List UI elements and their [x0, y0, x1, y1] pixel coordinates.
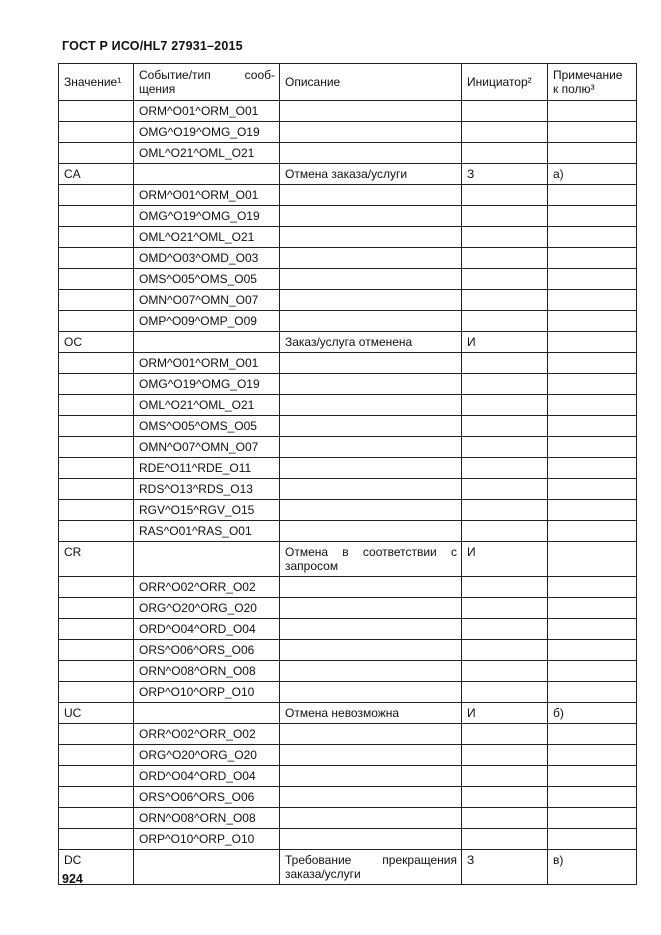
table-row	[59, 850, 637, 885]
cell-event	[134, 164, 280, 185]
cell-initiator	[462, 619, 548, 640]
cell-event: RDS^O13^RDS_O13	[134, 479, 280, 500]
cell-event	[134, 332, 280, 353]
table-row	[59, 500, 637, 521]
cell-note	[548, 661, 637, 682]
cell-value	[59, 353, 134, 374]
cell-event: OMG^O19^OMG_O19	[134, 122, 280, 143]
cell-event: ORG^O20^ORG_O20	[134, 598, 280, 619]
cell-note	[548, 248, 637, 269]
cell-note: в)	[548, 850, 637, 885]
cell-initiator	[462, 122, 548, 143]
cell-value	[59, 311, 134, 332]
table-row	[59, 437, 637, 458]
cell-note	[548, 766, 637, 787]
cell-event: ORG^O20^ORG_O20	[134, 745, 280, 766]
cell-initiator	[462, 598, 548, 619]
table-row	[59, 829, 637, 850]
table-row	[59, 374, 637, 395]
cell-value	[59, 290, 134, 311]
cell-description	[280, 437, 462, 458]
cell-initiator	[462, 290, 548, 311]
cell-initiator	[462, 577, 548, 598]
cell-initiator	[462, 500, 548, 521]
cell-description	[280, 521, 462, 542]
cell-note	[548, 479, 637, 500]
table-row	[59, 248, 637, 269]
table-row	[59, 542, 637, 577]
cell-value	[59, 808, 134, 829]
col-header-note: Примечание к полю³	[548, 64, 637, 101]
col-header-initiator: Инициатор²	[462, 64, 548, 101]
page-number: 924	[62, 872, 83, 886]
cell-description	[280, 724, 462, 745]
cell-event: ORR^O02^ORR_O02	[134, 724, 280, 745]
cell-value	[59, 829, 134, 850]
table-row	[59, 682, 637, 703]
cell-description	[280, 269, 462, 290]
table-row	[59, 143, 637, 164]
cell-note	[548, 577, 637, 598]
cell-event: ORN^O08^ORN_O08	[134, 808, 280, 829]
cell-initiator	[462, 458, 548, 479]
cell-initiator	[462, 745, 548, 766]
cell-description	[280, 682, 462, 703]
table-row	[59, 311, 637, 332]
cell-note	[548, 290, 637, 311]
cell-value	[59, 619, 134, 640]
cell-value	[59, 122, 134, 143]
cell-initiator	[462, 766, 548, 787]
cell-event: OMP^O09^OMP_O09	[134, 311, 280, 332]
cell-event: RDE^O11^RDE_O11	[134, 458, 280, 479]
cell-note	[548, 598, 637, 619]
cell-note	[548, 724, 637, 745]
cell-description: Заказ/услуга отменена	[280, 332, 462, 353]
cell-value	[59, 724, 134, 745]
col-header-description: Описание	[280, 64, 462, 101]
cell-description	[280, 290, 462, 311]
table-row	[59, 227, 637, 248]
cell-note	[548, 206, 637, 227]
cell-event: ORD^O04^ORD_O04	[134, 619, 280, 640]
cell-initiator: И	[462, 703, 548, 724]
cell-note	[548, 227, 637, 248]
table-row	[59, 787, 637, 808]
cell-initiator	[462, 101, 548, 122]
table-row	[59, 479, 637, 500]
cell-note	[548, 185, 637, 206]
table-row	[59, 661, 637, 682]
cell-initiator: З	[462, 164, 548, 185]
cell-value	[59, 500, 134, 521]
cell-note	[548, 353, 637, 374]
cell-value: DC	[59, 850, 134, 885]
table-row	[59, 703, 637, 724]
cell-description	[280, 745, 462, 766]
cell-note	[548, 269, 637, 290]
table-row	[59, 332, 637, 353]
cell-value	[59, 101, 134, 122]
cell-value	[59, 598, 134, 619]
cell-event: RGV^O15^RGV_O15	[134, 500, 280, 521]
cell-value	[59, 766, 134, 787]
table-row	[59, 724, 637, 745]
cell-initiator	[462, 143, 548, 164]
cell-note	[548, 682, 637, 703]
cell-description	[280, 395, 462, 416]
table-row	[59, 766, 637, 787]
cell-note	[548, 745, 637, 766]
cell-description	[280, 143, 462, 164]
col-header-value: Значение¹	[59, 64, 134, 101]
cell-description	[280, 829, 462, 850]
cell-initiator: З	[462, 850, 548, 885]
cell-event: ORM^O01^ORM_O01	[134, 185, 280, 206]
cell-description	[280, 206, 462, 227]
cell-value	[59, 577, 134, 598]
cell-initiator	[462, 724, 548, 745]
cell-description	[280, 577, 462, 598]
cell-initiator	[462, 829, 548, 850]
table-row	[59, 521, 637, 542]
cell-event: ORM^O01^ORM_O01	[134, 353, 280, 374]
cell-event: ORP^O10^ORP_O10	[134, 829, 280, 850]
cell-value	[59, 269, 134, 290]
cell-description	[280, 661, 462, 682]
table-row	[59, 745, 637, 766]
cell-value	[59, 206, 134, 227]
cell-initiator	[462, 521, 548, 542]
table-header-row	[59, 64, 637, 101]
cell-note: а)	[548, 164, 637, 185]
table-row	[59, 185, 637, 206]
cell-value	[59, 479, 134, 500]
cell-description	[280, 122, 462, 143]
cell-note	[548, 808, 637, 829]
cell-event: ORR^O02^ORR_O02	[134, 577, 280, 598]
table-row	[59, 640, 637, 661]
cell-event: ORP^O10^ORP_O10	[134, 682, 280, 703]
table-row	[59, 458, 637, 479]
cell-note	[548, 542, 637, 577]
cell-note	[548, 619, 637, 640]
cell-initiator	[462, 353, 548, 374]
cell-initiator	[462, 185, 548, 206]
cell-initiator	[462, 248, 548, 269]
cell-description	[280, 500, 462, 521]
cell-event: OML^O21^OML_O21	[134, 395, 280, 416]
cell-description	[280, 640, 462, 661]
cell-value	[59, 143, 134, 164]
cell-initiator	[462, 206, 548, 227]
cell-note	[548, 122, 637, 143]
cell-event: OMS^O05^OMS_O05	[134, 269, 280, 290]
cell-description	[280, 808, 462, 829]
cell-description	[280, 416, 462, 437]
cell-initiator	[462, 416, 548, 437]
cell-value	[59, 395, 134, 416]
cell-note	[548, 374, 637, 395]
cell-value	[59, 640, 134, 661]
cell-value	[59, 787, 134, 808]
cell-event: OMG^O19^OMG_O19	[134, 206, 280, 227]
cell-description: Отмена заказа/услуги	[280, 164, 462, 185]
cell-event	[134, 542, 280, 577]
cell-description	[280, 598, 462, 619]
cell-description: Требование прекращения заказа/услуги	[280, 850, 462, 885]
cell-value: OC	[59, 332, 134, 353]
cell-description	[280, 185, 462, 206]
cell-note	[548, 143, 637, 164]
cell-event: ORS^O06^ORS_O06	[134, 640, 280, 661]
cell-note	[548, 332, 637, 353]
cell-event: ORS^O06^ORS_O06	[134, 787, 280, 808]
cell-note	[548, 416, 637, 437]
cell-description	[280, 787, 462, 808]
cell-initiator	[462, 269, 548, 290]
cell-event: OMN^O07^OMN_O07	[134, 290, 280, 311]
cell-value	[59, 437, 134, 458]
cell-event: ORM^O01^ORM_O01	[134, 101, 280, 122]
cell-event: OMS^O05^OMS_O05	[134, 416, 280, 437]
table-row	[59, 598, 637, 619]
codes-table	[58, 63, 637, 885]
cell-value	[59, 458, 134, 479]
cell-event: OMN^O07^OMN_O07	[134, 437, 280, 458]
cell-value: CR	[59, 542, 134, 577]
table-row	[59, 269, 637, 290]
cell-note	[548, 395, 637, 416]
cell-description	[280, 227, 462, 248]
cell-initiator	[462, 640, 548, 661]
cell-description	[280, 353, 462, 374]
cell-description	[280, 766, 462, 787]
cell-note	[548, 311, 637, 332]
cell-note	[548, 521, 637, 542]
cell-description	[280, 101, 462, 122]
cell-value: CA	[59, 164, 134, 185]
cell-value	[59, 227, 134, 248]
table-body	[59, 101, 637, 885]
cell-description	[280, 374, 462, 395]
cell-value	[59, 185, 134, 206]
cell-event	[134, 850, 280, 885]
cell-initiator	[462, 479, 548, 500]
cell-initiator	[462, 437, 548, 458]
cell-description	[280, 619, 462, 640]
cell-value	[59, 521, 134, 542]
table-row	[59, 395, 637, 416]
cell-event: RAS^O01^RAS_O01	[134, 521, 280, 542]
cell-event	[134, 703, 280, 724]
cell-initiator: И	[462, 542, 548, 577]
col-header-event: Событие/тип сооб- щения	[134, 64, 280, 101]
cell-initiator	[462, 395, 548, 416]
cell-initiator	[462, 682, 548, 703]
cell-event: OMG^O19^OMG_O19	[134, 374, 280, 395]
cell-event: OML^O21^OML_O21	[134, 227, 280, 248]
cell-value: UC	[59, 703, 134, 724]
table-row	[59, 808, 637, 829]
cell-value	[59, 745, 134, 766]
cell-initiator: И	[462, 332, 548, 353]
table-row	[59, 290, 637, 311]
cell-note	[548, 640, 637, 661]
table-row	[59, 619, 637, 640]
cell-initiator	[462, 808, 548, 829]
cell-event: OMD^O03^OMD_O03	[134, 248, 280, 269]
cell-value	[59, 248, 134, 269]
cell-note	[548, 437, 637, 458]
cell-note	[548, 787, 637, 808]
table-row	[59, 164, 637, 185]
cell-event: ORN^O08^ORN_O08	[134, 661, 280, 682]
table-row	[59, 122, 637, 143]
cell-event: ORD^O04^ORD_O04	[134, 766, 280, 787]
table-row	[59, 353, 637, 374]
cell-initiator	[462, 661, 548, 682]
cell-initiator	[462, 787, 548, 808]
cell-value	[59, 416, 134, 437]
table-row	[59, 101, 637, 122]
cell-initiator	[462, 374, 548, 395]
cell-description: Отмена невозможна	[280, 703, 462, 724]
cell-description	[280, 458, 462, 479]
cell-note	[548, 101, 637, 122]
cell-description	[280, 311, 462, 332]
table-row	[59, 206, 637, 227]
cell-note	[548, 458, 637, 479]
cell-initiator	[462, 227, 548, 248]
document-header: ГОСТ Р ИСО/HL7 27931–2015	[62, 39, 243, 53]
cell-description: Отмена в соответствии с запросом	[280, 542, 462, 577]
cell-value	[59, 374, 134, 395]
cell-initiator	[462, 311, 548, 332]
cell-value	[59, 661, 134, 682]
table-row	[59, 416, 637, 437]
cell-note: б)	[548, 703, 637, 724]
table-row	[59, 577, 637, 598]
cell-value	[59, 682, 134, 703]
cell-note	[548, 829, 637, 850]
cell-note	[548, 500, 637, 521]
cell-event: OML^O21^OML_O21	[134, 143, 280, 164]
cell-description	[280, 248, 462, 269]
cell-description	[280, 479, 462, 500]
